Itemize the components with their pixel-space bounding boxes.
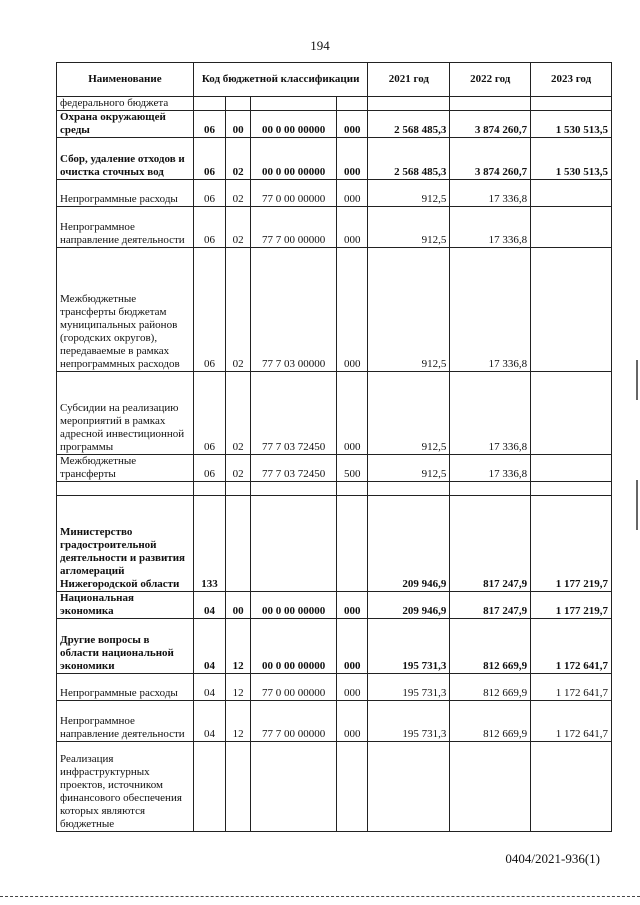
subsection-code-cell: 02 <box>226 455 251 482</box>
expense-type-cell: 000 <box>337 592 368 619</box>
amount-2022-cell: 17 336,8 <box>450 207 531 248</box>
amount-2022-cell: 817 247,9 <box>450 592 531 619</box>
program-code-cell: 77 7 03 72450 <box>250 455 336 482</box>
amount-2022-cell: 3 874 260,7 <box>450 111 531 138</box>
header-2022: 2022 год <box>450 63 531 97</box>
amount-2021-cell <box>368 482 450 496</box>
amount-2021-cell: 2 568 485,3 <box>368 111 450 138</box>
row-name-cell <box>57 482 194 496</box>
section-code-cell: 04 <box>193 701 225 742</box>
expense-type-cell: 000 <box>337 701 368 742</box>
amount-2023-cell: 1 172 641,7 <box>531 674 612 701</box>
section-code-cell <box>193 97 225 111</box>
page-number: 194 <box>310 38 330 53</box>
section-code-cell: 04 <box>193 674 225 701</box>
amount-2022-cell: 812 669,9 <box>450 701 531 742</box>
amount-2021-cell: 195 731,3 <box>368 674 450 701</box>
program-code-cell: 77 7 03 00000 <box>250 248 336 372</box>
section-code-cell: 06 <box>193 207 225 248</box>
amount-2022-cell: 17 336,8 <box>450 455 531 482</box>
expense-type-cell: 500 <box>337 455 368 482</box>
program-code-cell <box>250 97 336 111</box>
amount-2022-cell: 3 874 260,7 <box>450 138 531 180</box>
row-name-cell: Министерство градостроительной деятельности и развития агломераций Нижегородской области <box>57 496 194 592</box>
amount-2023-cell: 1 530 513,5 <box>531 111 612 138</box>
subsection-code-cell: 12 <box>226 674 251 701</box>
subsection-code-cell <box>226 97 251 111</box>
amount-2021-cell: 209 946,9 <box>368 592 450 619</box>
subsection-code-cell: 02 <box>226 207 251 248</box>
row-name-cell: Другие вопросы в области национальной экономики <box>57 619 194 674</box>
scan-edge-mark <box>636 360 638 400</box>
expense-type-cell <box>337 482 368 496</box>
amount-2023-cell: 1 177 219,7 <box>531 592 612 619</box>
section-code-cell <box>193 482 225 496</box>
row-name-cell: Охрана окружающей среды <box>57 111 194 138</box>
amount-2022-cell <box>450 97 531 111</box>
expense-type-cell: 000 <box>337 180 368 207</box>
amount-2023-cell <box>531 482 612 496</box>
subsection-code-cell: 02 <box>226 180 251 207</box>
document-code: 0404/2021-936(1) <box>505 851 600 866</box>
amount-2021-cell: 195 731,3 <box>368 619 450 674</box>
program-code-cell: 77 0 00 00000 <box>250 674 336 701</box>
amount-2021-cell: 912,5 <box>368 180 450 207</box>
section-code-cell: 06 <box>193 455 225 482</box>
bottom-rule <box>0 896 640 899</box>
row-name-cell: Межбюджетные трансферты <box>57 455 194 482</box>
amount-2023-cell <box>531 207 612 248</box>
amount-2023-cell: 1 172 641,7 <box>531 701 612 742</box>
subsection-code-cell: 12 <box>226 619 251 674</box>
program-code-cell <box>250 742 336 832</box>
amount-2022-cell: 17 336,8 <box>450 248 531 372</box>
subsection-code-cell <box>226 482 251 496</box>
program-code-cell: 00 0 00 00000 <box>250 592 336 619</box>
program-code-cell: 00 0 00 00000 <box>250 138 336 180</box>
amount-2021-cell: 912,5 <box>368 372 450 455</box>
section-code-cell: 133 <box>193 496 225 592</box>
amount-2023-cell <box>531 372 612 455</box>
expense-type-cell: 000 <box>337 674 368 701</box>
amount-2022-cell: 812 669,9 <box>450 619 531 674</box>
subsection-code-cell <box>226 742 251 832</box>
table-row <box>57 372 612 455</box>
expense-type-cell: 000 <box>337 207 368 248</box>
amount-2021-cell: 2 568 485,3 <box>368 138 450 180</box>
section-code-cell: 04 <box>193 592 225 619</box>
table-row <box>57 97 612 111</box>
table-row <box>57 455 612 482</box>
expense-type-cell: 000 <box>337 619 368 674</box>
amount-2022-cell <box>450 742 531 832</box>
header-code: Код бюджетной классификации <box>193 63 368 97</box>
subsection-code-cell: 00 <box>226 111 251 138</box>
row-name-cell: Непрограммное направление деятельности <box>57 207 194 248</box>
table-row <box>57 482 612 496</box>
section-code-cell <box>193 742 225 832</box>
table-row <box>57 674 612 701</box>
section-code-cell: 04 <box>193 619 225 674</box>
table-row <box>57 742 612 832</box>
amount-2023-cell <box>531 742 612 832</box>
table-row <box>57 592 612 619</box>
row-name-cell: Сбор, удаление отходов и очистка сточных вод <box>57 138 194 180</box>
header-name: Наименование <box>57 63 194 97</box>
expense-type-cell: 000 <box>337 111 368 138</box>
amount-2022-cell <box>450 482 531 496</box>
row-name-cell: федерального бюджета <box>57 97 194 111</box>
section-code-cell: 06 <box>193 180 225 207</box>
amount-2023-cell: 1 177 219,7 <box>531 496 612 592</box>
subsection-code-cell: 02 <box>226 372 251 455</box>
scan-edge-mark <box>636 480 638 530</box>
row-name-cell: Субсидии на реализацию мероприятий в рамках адресной инвестиционной программы <box>57 372 194 455</box>
section-code-cell: 06 <box>193 248 225 372</box>
amount-2023-cell <box>531 455 612 482</box>
row-name-cell: Межбюджетные трансферты бюджетам муниципальных районов (городских округов), передаваемые в рамках непрограммных расходов <box>57 248 194 372</box>
amount-2021-cell: 209 946,9 <box>368 496 450 592</box>
table-row <box>57 180 612 207</box>
table-row <box>57 701 612 742</box>
section-code-cell: 06 <box>193 111 225 138</box>
program-code-cell: 77 7 03 72450 <box>250 372 336 455</box>
header-2021: 2021 год <box>368 63 450 97</box>
subsection-code-cell: 02 <box>226 248 251 372</box>
program-code-cell <box>250 496 336 592</box>
row-name-cell: Национальная экономика <box>57 592 194 619</box>
expense-type-cell <box>337 742 368 832</box>
amount-2022-cell: 17 336,8 <box>450 180 531 207</box>
amount-2023-cell: 1 530 513,5 <box>531 138 612 180</box>
table-header-row <box>57 63 612 97</box>
subsection-code-cell: 00 <box>226 592 251 619</box>
program-code-cell <box>250 482 336 496</box>
amount-2021-cell: 912,5 <box>368 207 450 248</box>
amount-2022-cell: 817 247,9 <box>450 496 531 592</box>
amount-2023-cell <box>531 180 612 207</box>
subsection-code-cell <box>226 496 251 592</box>
row-name-cell: Непрограммные расходы <box>57 674 194 701</box>
row-name-cell: Реализация инфраструктурных проектов, источником финансового обеспечения которых являются бюджетные <box>57 742 194 832</box>
expense-type-cell: 000 <box>337 248 368 372</box>
header-2023: 2023 год <box>531 63 612 97</box>
table-row <box>57 619 612 674</box>
program-code-cell: 77 7 00 00000 <box>250 701 336 742</box>
budget-table <box>56 62 612 832</box>
expense-type-cell <box>337 496 368 592</box>
table-body <box>57 97 612 832</box>
amount-2022-cell: 17 336,8 <box>450 372 531 455</box>
table-row <box>57 248 612 372</box>
table-row <box>57 138 612 180</box>
amount-2021-cell <box>368 742 450 832</box>
expense-type-cell: 000 <box>337 372 368 455</box>
subsection-code-cell: 02 <box>226 138 251 180</box>
table-row <box>57 496 612 592</box>
amount-2021-cell <box>368 97 450 111</box>
amount-2021-cell: 912,5 <box>368 248 450 372</box>
expense-type-cell: 000 <box>337 138 368 180</box>
amount-2022-cell: 812 669,9 <box>450 674 531 701</box>
amount-2023-cell <box>531 97 612 111</box>
program-code-cell: 77 7 00 00000 <box>250 207 336 248</box>
subsection-code-cell: 12 <box>226 701 251 742</box>
program-code-cell: 77 0 00 00000 <box>250 180 336 207</box>
program-code-cell: 00 0 00 00000 <box>250 111 336 138</box>
row-name-cell: Непрограммное направление деятельности <box>57 701 194 742</box>
program-code-cell: 00 0 00 00000 <box>250 619 336 674</box>
amount-2021-cell: 912,5 <box>368 455 450 482</box>
row-name-cell: Непрограммные расходы <box>57 180 194 207</box>
amount-2021-cell: 195 731,3 <box>368 701 450 742</box>
amount-2023-cell: 1 172 641,7 <box>531 619 612 674</box>
expense-type-cell <box>337 97 368 111</box>
section-code-cell: 06 <box>193 138 225 180</box>
amount-2023-cell <box>531 248 612 372</box>
section-code-cell: 06 <box>193 372 225 455</box>
table-row <box>57 111 612 138</box>
table-row <box>57 207 612 248</box>
